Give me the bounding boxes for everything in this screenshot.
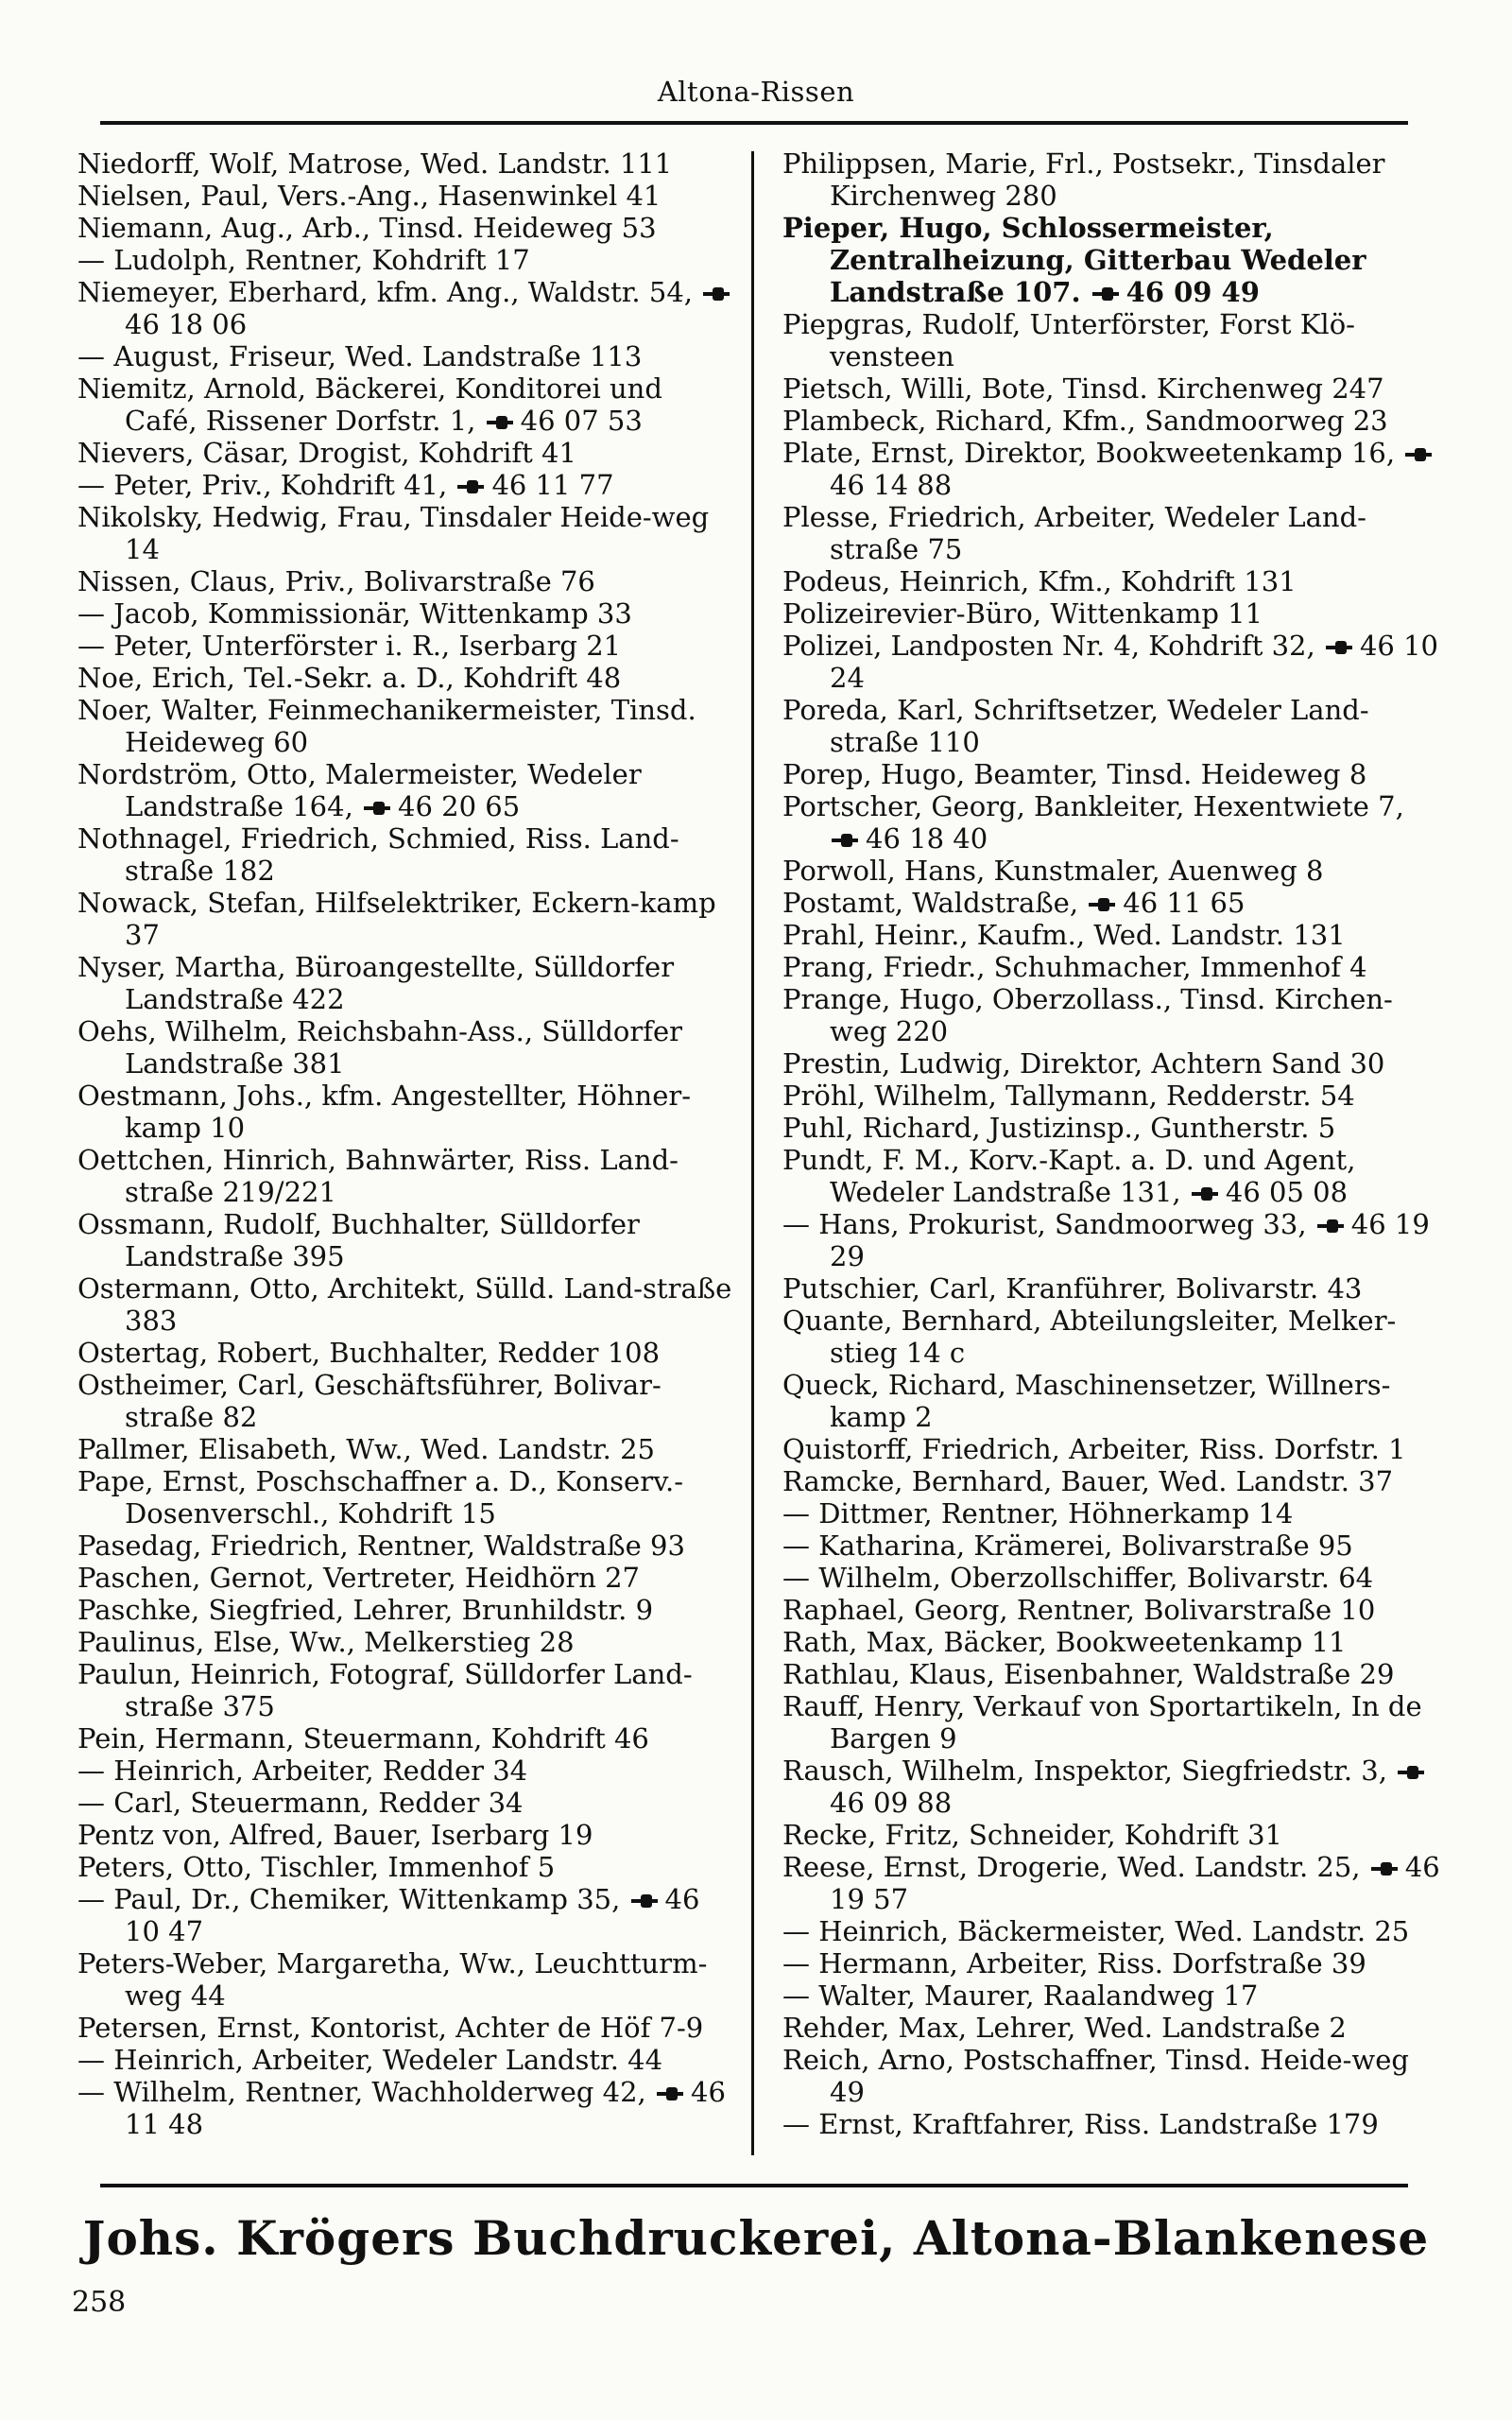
directory-entry <box>77 372 739 437</box>
entry-text: Prange, Hugo, Oberzollass., Tinsd. Kirchen-weg 220 <box>782 983 1393 1047</box>
directory-entry <box>77 212 739 244</box>
entry-text: Prahl, Heinr., Kaufm., Wed. Landstr. 131 <box>782 919 1346 951</box>
directory-entry <box>782 887 1444 919</box>
directory-entry <box>782 2108 1444 2140</box>
directory-entry <box>782 1080 1444 1112</box>
directory-entry <box>782 372 1444 405</box>
entry-text: — Hermann, Arbeiter, Riss. Dorfstraße 39 <box>782 1947 1366 1979</box>
entry-text: Nothnagel, Friedrich, Schmied, Riss. Land-straße 182 <box>77 822 679 887</box>
entry-text: Nyser, Martha, Büroangestellte, Sülldorfer Landstraße 422 <box>77 951 675 1015</box>
directory-entry <box>77 1144 739 1208</box>
directory-entry <box>782 694 1444 758</box>
directory-entry <box>77 1787 739 1819</box>
directory-entry <box>77 1272 739 1337</box>
directory-entry <box>77 887 739 951</box>
entry-text: Piepgras, Rudolf, Unterförster, Forst Klö-vensteen <box>782 308 1355 372</box>
telephone-icon <box>1190 1187 1222 1201</box>
directory-entry <box>77 1208 739 1272</box>
directory-entry <box>782 983 1444 1047</box>
directory-entry <box>77 951 739 1015</box>
entry-text: Paulun, Heinrich, Fotograf, Sülldorfer Land-straße 375 <box>77 1658 693 1722</box>
entry-text: Pape, Ernst, Poschschaffner a. D., Konserv.-Dosenverschl., Kohdrift 15 <box>77 1465 684 1530</box>
entry-text: Pröhl, Wilhelm, Tallymann, Redderstr. 54 <box>782 1080 1355 1112</box>
telephone-icon <box>1396 1766 1428 1779</box>
telephone-icon <box>455 480 488 493</box>
entry-text: Pietsch, Willi, Bote, Tinsd. Kirchenweg 247 <box>782 372 1384 405</box>
entry-text: Pein, Hermann, Steuermann, Kohdrift 46 <box>77 1722 649 1754</box>
entry-text: — Hans, Prokurist, Sandmoorweg 33, <box>782 1208 1307 1240</box>
directory-entry <box>77 630 739 662</box>
entry-text: Queck, Richard, Maschinensetzer, Willners-kamp 2 <box>782 1369 1391 1433</box>
entry-text: — August, Friseur, Wed. Landstraße 113 <box>77 340 643 372</box>
directory-entry <box>77 147 739 180</box>
directory-entry <box>77 2076 739 2140</box>
directory-entry <box>77 1080 739 1144</box>
entry-phone-number: 46 10 47 <box>125 1883 700 1947</box>
telephone-icon <box>1091 287 1123 301</box>
directory-entry <box>77 1337 739 1369</box>
telephone-icon <box>1369 1862 1401 1876</box>
entry-text: Niemeyer, Eberhard, kfm. Ang., Waldstr. 54, <box>77 276 693 308</box>
entry-text: — Carl, Steuermann, Redder 34 <box>77 1787 524 1819</box>
entry-text: Postamt, Waldstraße, <box>782 887 1079 919</box>
directory-entry <box>77 437 739 469</box>
entry-text: Recke, Fritz, Schneider, Kohdrift 31 <box>782 1819 1283 1851</box>
directory-entry <box>782 630 1444 694</box>
entry-text: Pentz von, Alfred, Bauer, Iserbarg 19 <box>77 1819 593 1851</box>
directory-entry <box>782 1690 1444 1754</box>
directory-entry <box>77 1594 739 1626</box>
directory-entry <box>782 501 1444 565</box>
right-column <box>782 147 1444 2140</box>
entry-text: Putschier, Carl, Kranführer, Bolivarstr. 43 <box>782 1272 1363 1305</box>
entry-text: Portscher, Georg, Bankleiter, Hexentwiete 7, <box>782 790 1404 822</box>
telephone-icon <box>1403 448 1435 461</box>
entry-text: Reese, Ernst, Drogerie, Wed. Landstr. 25, <box>782 1851 1361 1883</box>
telephone-icon <box>1315 1219 1348 1233</box>
entry-text: — Dittmer, Rentner, Höhnerkamp 14 <box>782 1497 1294 1530</box>
entry-text: Poreda, Karl, Schriftsetzer, Wedeler Land-straße 110 <box>782 694 1369 758</box>
entry-text: — Wilhelm, Rentner, Wachholderweg 42, <box>77 2076 646 2108</box>
directory-entry <box>782 1562 1444 1594</box>
entry-text: Ostermann, Otto, Architekt, Sülld. Land-straße 383 <box>77 1272 732 1337</box>
directory-entry <box>782 2044 1444 2108</box>
directory-entry <box>77 1819 739 1851</box>
entry-text: — Peter, Priv., Kohdrift 41, <box>77 469 448 501</box>
telephone-icon <box>1087 898 1119 911</box>
entry-text: Prestin, Ludwig, Direktor, Achtern Sand 30 <box>782 1047 1385 1080</box>
entry-text: — Ludolph, Rentner, Kohdrift 17 <box>77 244 530 276</box>
entry-text: — Ernst, Kraftfahrer, Riss. Landstraße 179 <box>782 2108 1379 2140</box>
column-divider <box>751 151 754 2155</box>
directory-entry <box>782 1112 1444 1144</box>
entry-text: Porwoll, Hans, Kunstmaler, Auenweg 8 <box>782 855 1324 887</box>
entry-text: Peters, Otto, Tischler, Immenhof 5 <box>77 1851 556 1883</box>
entry-text: Ramcke, Bernhard, Bauer, Wed. Landstr. 37 <box>782 1465 1394 1497</box>
page-header-title: Altona-Rissen <box>657 76 855 108</box>
directory-entry <box>782 1626 1444 1658</box>
entry-phone-number: 46 19 57 <box>830 1851 1440 1915</box>
telephone-icon <box>655 2087 687 2100</box>
directory-entry <box>77 1530 739 1562</box>
entry-text: Polizei, Landposten Nr. 4, Kohdrift 32, <box>782 630 1315 662</box>
entry-text: Ossmann, Rudolf, Buchhalter, Sülldorfer Landstraße 395 <box>77 1208 640 1272</box>
entry-text: Puhl, Richard, Justizinsp., Guntherstr. 5 <box>782 1112 1336 1144</box>
directory-entry <box>782 951 1444 983</box>
directory-entry <box>782 1465 1444 1497</box>
directory-entry <box>77 1562 739 1594</box>
entry-phone-number: 46 14 88 <box>830 469 953 501</box>
entry-phone-number: 46 09 49 <box>1125 276 1260 308</box>
directory-entry <box>77 469 739 501</box>
entry-text: Raphael, Georg, Rentner, Bolivarstraße 10 <box>782 1594 1376 1626</box>
entry-text: Pasedag, Friedrich, Rentner, Waldstraße 93 <box>77 1530 685 1562</box>
telephone-icon <box>830 834 862 847</box>
entry-text: Philippsen, Marie, Frl., Postsekr., Tinsdaler Kirchenweg 280 <box>782 147 1385 212</box>
entry-phone-number: 46 05 08 <box>1225 1176 1349 1208</box>
entry-text: Nielsen, Paul, Vers.-Ang., Hasenwinkel 41 <box>77 180 662 212</box>
entry-text: Pieper, Hugo, Schlossermeister, Zentralheizung, Gitterbau Wedeler Landstraße 107. <box>782 212 1366 308</box>
entry-text: Porep, Hugo, Beamter, Tinsd. Heideweg 8 <box>782 758 1367 790</box>
entry-text: Podeus, Heinrich, Kfm., Kohdrift 131 <box>782 565 1297 597</box>
directory-entry <box>77 1465 739 1530</box>
entry-text: — Katharina, Krämerei, Bolivarstraße 95 <box>782 1530 1353 1562</box>
entry-phone-number: 46 10 24 <box>830 630 1438 694</box>
directory-entry <box>782 1144 1444 1208</box>
directory-entry <box>77 758 739 822</box>
entry-text: Paschke, Siegfried, Lehrer, Brunhildstr. 9 <box>77 1594 654 1626</box>
entry-text: Rathlau, Klaus, Eisenbahner, Waldstraße 29 <box>782 1658 1395 1690</box>
entry-text: Quistorff, Friedrich, Arbeiter, Riss. Dorfstr. 1 <box>782 1433 1406 1465</box>
entry-phone-number: 46 09 88 <box>830 1787 953 1819</box>
directory-entry <box>782 2012 1444 2044</box>
telephone-icon <box>701 287 733 301</box>
page-number: 258 <box>72 2286 127 2319</box>
entry-phone-number: 46 07 53 <box>520 405 643 437</box>
header-rule <box>100 121 1408 125</box>
directory-entry <box>77 340 739 372</box>
entry-text: Niemann, Aug., Arb., Tinsd. Heideweg 53 <box>77 212 657 244</box>
directory-entry <box>782 212 1444 308</box>
directory-entry <box>782 1915 1444 1947</box>
entry-text: Plesse, Friedrich, Arbeiter, Wedeler Land-straße 75 <box>782 501 1366 565</box>
entry-text: Plambeck, Richard, Kfm., Sandmoorweg 23 <box>782 405 1388 437</box>
directory-entry <box>77 1722 739 1754</box>
entry-text: — Walter, Maurer, Raalandweg 17 <box>782 1979 1259 2012</box>
directory-entry <box>77 1369 739 1433</box>
directory-entry <box>77 1754 739 1787</box>
entry-text: Nordström, Otto, Malermeister, Wedeler Landstraße 164, <box>77 758 642 822</box>
directory-entry <box>782 1497 1444 1530</box>
directory-entry <box>77 2012 739 2044</box>
directory-entry <box>782 1819 1444 1851</box>
directory-entry <box>782 1594 1444 1626</box>
entry-text: Oestmann, Johs., kfm. Angestellter, Höhner-kamp 10 <box>77 1080 692 1144</box>
directory-entry <box>782 790 1444 855</box>
entry-text: — Wilhelm, Oberzollschiffer, Bolivarstr. 64 <box>782 1562 1374 1594</box>
entry-text: Plate, Ernst, Direktor, Bookweetenkamp 16, <box>782 437 1396 469</box>
entry-text: — Heinrich, Arbeiter, Redder 34 <box>77 1754 528 1787</box>
directory-entry <box>782 1979 1444 2012</box>
directory-entry <box>782 1530 1444 1562</box>
entry-text: Pallmer, Elisabeth, Ww., Wed. Landstr. 25 <box>77 1433 655 1465</box>
directory-entry <box>782 147 1444 212</box>
entry-text: — Paul, Dr., Chemiker, Wittenkamp 35, <box>77 1883 621 1915</box>
entry-text: Ostertag, Robert, Buchhalter, Redder 108 <box>77 1337 661 1369</box>
directory-entry <box>782 1047 1444 1080</box>
directory-entry <box>77 662 739 694</box>
directory-entry <box>77 2044 739 2076</box>
entry-text: — Heinrich, Bäckermeister, Wed. Landstr. 25 <box>782 1915 1410 1947</box>
directory-entry <box>782 597 1444 630</box>
entry-text: — Heinrich, Arbeiter, Wedeler Landstr. 44 <box>77 2044 663 2076</box>
directory-entry <box>77 180 739 212</box>
directory-entry <box>77 822 739 887</box>
entry-text: Niemitz, Arnold, Bäckerei, Konditorei und Café, Rissener Dorfstr. 1, <box>77 372 662 437</box>
entry-text: Nissen, Claus, Priv., Bolivarstraße 76 <box>77 565 595 597</box>
entry-phone-number: 46 18 40 <box>866 822 988 855</box>
entry-text: Paschen, Gernot, Vertreter, Heidhörn 27 <box>77 1562 640 1594</box>
entry-text: Peters-Weber, Margaretha, Ww., Leuchtturm-weg 44 <box>77 1947 708 2012</box>
left-column <box>77 147 739 2140</box>
entry-text: Ostheimer, Carl, Geschäftsführer, Bolivar-straße 82 <box>77 1369 662 1433</box>
entry-text: Petersen, Ernst, Kontorist, Achter de Höf 7-9 <box>77 2012 704 2044</box>
directory-entry <box>782 308 1444 372</box>
entry-text: Nikolsky, Hedwig, Frau, Tinsdaler Heide-weg 14 <box>77 501 710 565</box>
directory-entry <box>77 1015 739 1080</box>
entry-text: Oehs, Wilhelm, Reichsbahn-Ass., Sülldorfer Landstraße 381 <box>77 1015 683 1080</box>
entry-text: — Peter, Unterförster i. R., Iserbarg 21 <box>77 630 622 662</box>
entry-text: Niedorff, Wolf, Matrose, Wed. Landstr. 111 <box>77 147 673 180</box>
telephone-icon <box>485 416 517 429</box>
entry-phone-number: 46 11 77 <box>491 469 614 501</box>
entry-text: Paulinus, Else, Ww., Melkerstieg 28 <box>77 1626 575 1658</box>
directory-entry <box>77 1626 739 1658</box>
directory-entry <box>77 276 739 340</box>
entry-text: Polizeirevier-Büro, Wittenkamp 11 <box>782 597 1263 630</box>
directory-entry <box>77 694 739 758</box>
directory-entry <box>782 1851 1444 1915</box>
entry-text: Reich, Arno, Postschaffner, Tinsd. Heide-weg 49 <box>782 2044 1409 2108</box>
directory-entry <box>782 1754 1444 1819</box>
footer-printer-title: Johs. Krögers Buchdruckerei, Altona-Blankenese <box>82 2210 1430 2266</box>
directory-entry <box>782 565 1444 597</box>
directory-entry <box>77 565 739 597</box>
telephone-icon <box>629 1894 662 1908</box>
directory-entry <box>77 1851 739 1883</box>
footer-rule <box>100 2184 1408 2187</box>
entry-text: Quante, Bernhard, Abteilungsleiter, Melker-stieg 14 c <box>782 1305 1397 1369</box>
entry-text: Rausch, Wilhelm, Inspektor, Siegfriedstr. 3, <box>782 1754 1387 1787</box>
directory-entry <box>782 1369 1444 1433</box>
directory-entry <box>782 1305 1444 1369</box>
directory-entry <box>782 1208 1444 1272</box>
directory-entry <box>77 501 739 565</box>
directory-entry <box>77 1947 739 2012</box>
directory-entry <box>782 758 1444 790</box>
entry-phone-number: 46 11 65 <box>1123 887 1246 919</box>
entry-text: Rath, Max, Bäcker, Bookweetenkamp 11 <box>782 1626 1347 1658</box>
directory-entry <box>782 1433 1444 1465</box>
directory-entry <box>782 437 1444 501</box>
directory-entry <box>782 1947 1444 1979</box>
entry-text: Rauff, Henry, Verkauf von Sportartikeln, In de Bargen 9 <box>782 1690 1422 1754</box>
directory-entry <box>77 1883 739 1947</box>
entry-phone-number: 46 11 48 <box>125 2076 726 2140</box>
directory-entry <box>782 855 1444 887</box>
directory-entry <box>77 1658 739 1722</box>
entry-phone-number: 46 18 06 <box>125 308 248 340</box>
directory-entry <box>77 244 739 276</box>
entry-text: Nievers, Cäsar, Drogist, Kohdrift 41 <box>77 437 576 469</box>
entry-text: Pundt, F. M., Korv.-Kapt. a. D. und Agent, Wedeler Landstraße 131, <box>782 1144 1356 1208</box>
entry-text: Rehder, Max, Lehrer, Wed. Landstraße 2 <box>782 2012 1347 2044</box>
entry-phone-number: 46 19 29 <box>830 1208 1430 1272</box>
directory-entry <box>77 1433 739 1465</box>
entry-text: Noer, Walter, Feinmechanikermeister, Tinsd. Heideweg 60 <box>77 694 696 758</box>
entry-text: Prang, Friedr., Schuhmacher, Immenhof 4 <box>782 951 1367 983</box>
entry-text: — Jacob, Kommissionär, Wittenkamp 33 <box>77 597 632 630</box>
entry-text: Nowack, Stefan, Hilfselektriker, Eckern-kamp 37 <box>77 887 716 951</box>
telephone-icon <box>362 802 394 815</box>
directory-entry <box>782 919 1444 951</box>
directory-entry <box>77 597 739 630</box>
entry-phone-number: 46 20 65 <box>398 790 521 822</box>
entry-text: Noe, Erich, Tel.-Sekr. a. D., Kohdrift 48 <box>77 662 622 694</box>
directory-entry <box>782 1658 1444 1690</box>
entry-text: Oettchen, Hinrich, Bahnwärter, Riss. Land-straße 219/221 <box>77 1144 679 1208</box>
telephone-icon <box>1324 641 1356 654</box>
directory-entry <box>782 405 1444 437</box>
directory-entry <box>782 1272 1444 1305</box>
